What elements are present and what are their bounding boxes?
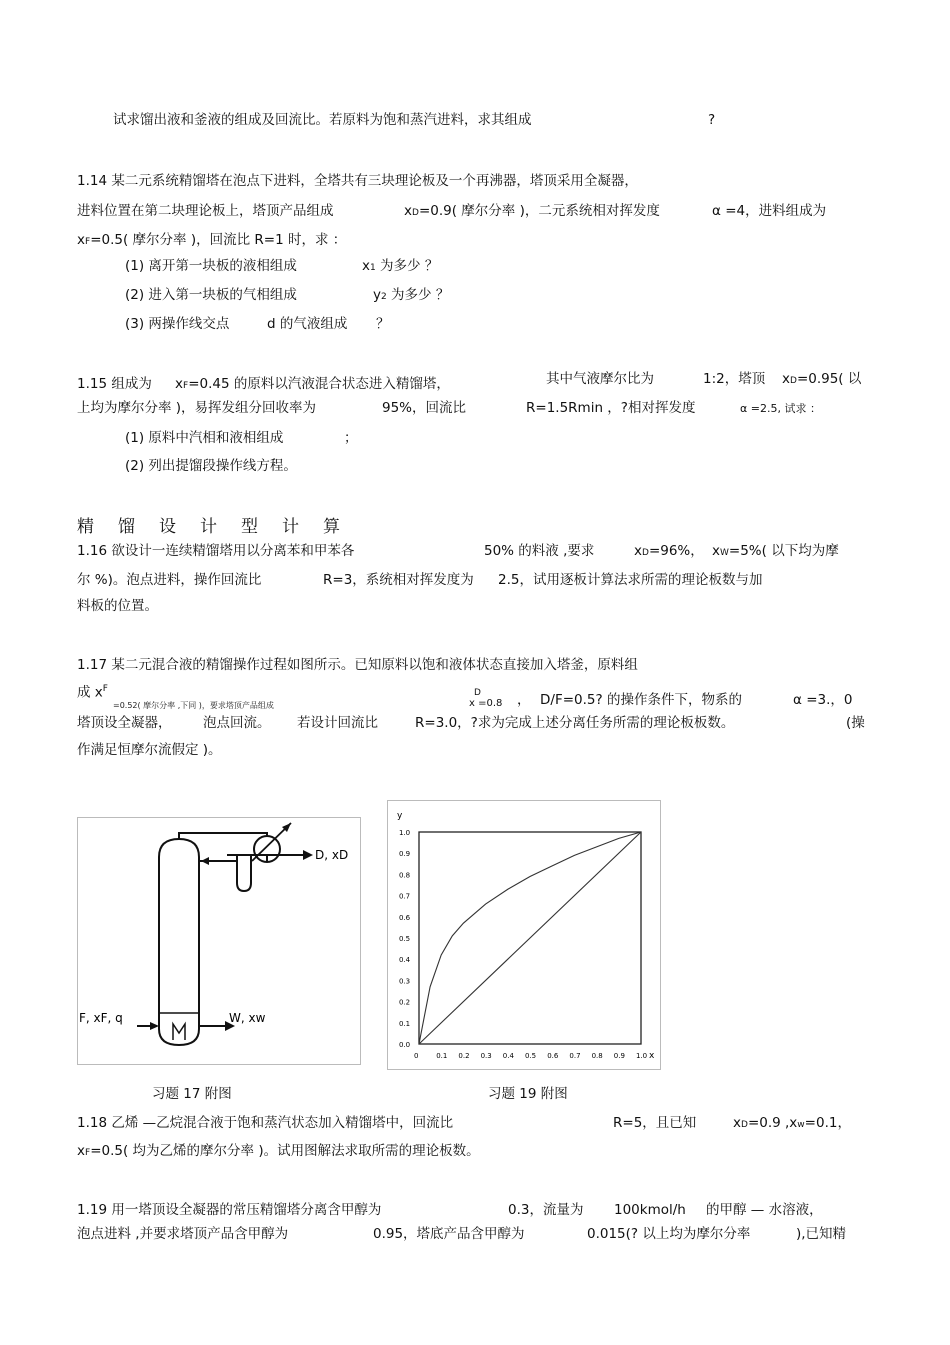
p119-line2b: 0.95，塔底产品含甲醇为 (373, 1226, 525, 1242)
p115-line1c: =0.45 的原料以汽液混合状态进入精馏塔， (188, 376, 450, 392)
heading-char: 计 (200, 517, 217, 537)
p117-line3d: R=3.0，?求为完成上述分离任务所需的理论板板数。 (415, 715, 735, 731)
y-tick-label: 0.4 (399, 956, 411, 965)
sub-f: F (183, 381, 189, 391)
p115-line2a: 上均为摩尔分率 )，易挥发组分回收率为 (77, 400, 317, 416)
p117-line2c: x =0.8 (469, 698, 503, 709)
section-heading (77, 512, 364, 537)
p114-line3b: =0.5( 摩尔分率 )，回流比 R=1 时，求 ： (90, 232, 347, 248)
y-tick-label: 0.8 (399, 871, 411, 880)
p116-line1b: 50% 的料液 ,要求 (484, 543, 595, 559)
p114-line1: 1.14 某二元系统精馏塔在泡点下进料，全塔共有三块理论板及一个再沸器，塔顶采用全凝器， (77, 173, 638, 189)
p115-line1a: 1.15 组成为 (77, 376, 152, 392)
p115-q1a: (1) 原料中汽相和液相组成 (125, 430, 284, 446)
diagonal-line (419, 832, 641, 1044)
y-tick-label: 0.1 (399, 1019, 411, 1028)
p117-line3c: 若设计回流比 (297, 715, 378, 731)
heading-char: 算 (323, 517, 340, 537)
p115-line2c: R=1.5Rmin ，?相对挥发度 (526, 400, 696, 416)
x-axis-label: x (649, 1051, 655, 1061)
heading-char: 型 (241, 517, 258, 537)
p116-line3: 料板的位置。 (77, 598, 158, 614)
var-x: x (362, 258, 370, 274)
intro-qmark: ? (708, 112, 716, 128)
p114-line2d: α =4，进料组成为 (712, 203, 827, 219)
p116-line1-var (634, 543, 704, 561)
p117-line3b: 泡点回流。 (203, 715, 271, 731)
equilibrium-chart (387, 800, 661, 1070)
p117-line2c-sup: D (474, 688, 481, 698)
x-tick-label: 0.8 (591, 1052, 603, 1060)
figure-17 (77, 817, 361, 1065)
p117-line4: 作满足恒摩尔流假定 )。 (77, 742, 222, 758)
figure-17-caption: 习题 17 附图 (152, 1086, 232, 1102)
var-x: x (175, 376, 183, 392)
p117-line2e: D/F=0.5? 的操作条件下，物系的 (540, 692, 742, 708)
p119-line1b: 0.3，流量为 (508, 1202, 584, 1218)
p114-line2c: =0.9( 摩尔分率 )，二元系统相对挥发度 (418, 203, 660, 219)
y-tick-label: 0.6 (399, 913, 411, 922)
p117-line2f: α =3.，0 (793, 692, 853, 708)
p115-line1e: 1:2，塔顶 (703, 371, 766, 387)
label-distillate: D, xD (315, 848, 349, 862)
sub-f: F (85, 1148, 91, 1158)
p118-line1b: R=5，且已知 (613, 1115, 697, 1131)
p116-line1f: =5%( 以下均为摩 (728, 543, 839, 559)
column-shell (159, 839, 199, 1045)
var-x: x (634, 543, 642, 559)
p119-line1c: 100kmol/h (614, 1202, 686, 1218)
p117-line1: 1.17 某二元混合液的精馏操作过程如图所示。已知原料以饱和液体状态直接加入塔釜，原料组 (77, 657, 638, 673)
heading-char: 馏 (118, 517, 135, 537)
p117-line3e: (操 (846, 715, 865, 731)
chart-series (419, 832, 641, 1044)
figure-19 (387, 800, 661, 1070)
x-tick-label: 0.1 (436, 1052, 448, 1060)
p119-line1a: 1.19 用一塔顶设全凝器的常压精馏塔分离含甲醇为 (77, 1202, 382, 1218)
p115-line1d: 其中气液摩尔比为 (546, 371, 654, 387)
p117-line2b: =0.52( 摩尔分率 ,下同 )，要求塔顶产品组成 (113, 701, 274, 710)
p116-line2a: 尔 %)。泡点进料，操作回流比 (77, 572, 262, 588)
y-tick-label: 0.9 (399, 850, 411, 859)
p119-line2c: 0.015(? 以上均为摩尔分率 (587, 1226, 751, 1242)
y-tick-label: 0.0 (399, 1041, 411, 1049)
x-tick-label: 1.0 (636, 1052, 648, 1060)
var-x: x (782, 371, 790, 387)
p119-line2d: ),已知精 (796, 1226, 847, 1242)
p117-line2d: ， (517, 692, 531, 708)
x-tick-labels (414, 1052, 647, 1060)
var-x: x (712, 543, 720, 559)
p114-q1-var (362, 258, 438, 276)
p119-line2a: 泡点进料 ,并要求塔顶产品含甲醇为 (77, 1226, 289, 1242)
x-tick-label: 0.3 (480, 1052, 492, 1060)
reflux-trap (237, 855, 251, 891)
var-y: y (373, 287, 381, 303)
heading-char: 计 (282, 517, 299, 537)
p119-line1d: 的甲醇 — 水溶液， (706, 1202, 823, 1218)
chart-outer-border (388, 801, 661, 1070)
y-axis-label: y (397, 811, 403, 821)
sub-d: D (741, 1120, 748, 1130)
p116-line1a: 1.16 欲设计一连续精馏塔用以分离苯和甲苯各 (77, 543, 355, 559)
sub-w: w (797, 1120, 805, 1130)
feed-arrow (150, 1022, 159, 1030)
p116-line2b: R=3，系统相对挥发度为 (323, 572, 474, 588)
p115-line1-var (175, 376, 450, 394)
reboiler-icon (173, 1024, 185, 1040)
p114-q2a: (2) 进入第一块板的气相组成 (125, 287, 297, 303)
p118-line1a: 1.18 乙烯 —乙烷混合液于饱和蒸汽状态加入精馏塔中，回流比 (77, 1115, 454, 1131)
p116-line1d: =96%， (648, 543, 704, 559)
p115-q1b: ； (344, 430, 358, 446)
label-bottoms: W, xw (229, 1011, 266, 1025)
x-tick-label: 0.2 (458, 1052, 470, 1060)
x-tick-label: 0.4 (502, 1052, 514, 1060)
p117-line3a: 塔顶设全凝器， (77, 715, 172, 731)
p114-q3a: (3) 两操作线交点 (125, 316, 230, 332)
p116-line2c: 2.5，试用逐板计算法求所需的理论板数与加 (498, 572, 763, 588)
p116-line1-var2 (712, 543, 839, 561)
sub-d: D (642, 548, 649, 558)
x-tick-label: 0 (414, 1052, 419, 1060)
p115-line2d: α =2.5, 试求 ： (740, 402, 821, 415)
p115-line2b: 95%，回流比 (382, 400, 467, 416)
p115-line1-var2 (782, 371, 861, 389)
p118-line1d: =0.9 ,x (747, 1115, 798, 1131)
label-feed: F, xF, q (79, 1011, 123, 1025)
sub-1: 1 (370, 263, 376, 273)
p117-line2a-text: 成 x (77, 684, 103, 701)
p114-q1a: (1) 离开第一块板的液相组成 (125, 258, 297, 274)
sub-2: 2 (381, 292, 387, 302)
distillate-arrow (303, 850, 313, 860)
heading-char: 设 (159, 517, 176, 537)
y-tick-label: 0.2 (399, 998, 411, 1007)
p114-q3b: d 的气液组成 (267, 316, 348, 332)
p118-line1-var (733, 1115, 851, 1133)
y-tick-label: 0.5 (399, 935, 411, 943)
var-x: x (404, 203, 412, 219)
p115-q2: (2) 列出提馏段操作线方程。 (125, 458, 297, 474)
var-x: x (77, 232, 85, 248)
var-x: x (733, 1115, 741, 1131)
p114-q2-var (373, 287, 449, 305)
p115-line1g: =0.95( 以 (796, 371, 862, 387)
y-tick-labels (399, 829, 411, 1049)
var-x: x (77, 1143, 85, 1159)
p114-line2-var (404, 203, 660, 221)
vapor-line (179, 833, 267, 839)
p114-q3c: ？ (376, 316, 390, 332)
p114-q1c: 为多少 ？ (375, 258, 439, 274)
y-tick-label: 0.7 (399, 892, 411, 901)
sub-d: D (790, 376, 797, 386)
p118-line2 (77, 1143, 480, 1161)
sub-d: D (412, 208, 419, 218)
x-tick-label: 0.5 (525, 1052, 537, 1060)
y-tick-label: 1.0 (399, 829, 411, 837)
p118-line2b: =0.5( 均为乙烯的摩尔分率 )。试用图解法求取所需的理论板数。 (90, 1143, 480, 1159)
p114-line3 (77, 232, 346, 250)
x-tick-label: 0.9 (613, 1052, 625, 1060)
p117-line2a (77, 681, 108, 701)
intro-text: 试求馏出液和釜液的组成及回流比。若原料为饱和蒸汽进料，求其组成 (113, 112, 532, 128)
reflux-arrow (201, 857, 209, 865)
p114-line2a: 进料位置在第二块理论板上，塔顶产品组成 (77, 203, 334, 219)
x-tick-label: 0.7 (569, 1052, 581, 1060)
sup-f: F (102, 684, 108, 694)
y-tick-label: 0.3 (399, 977, 411, 986)
p118-line1e: =0.1， (804, 1115, 851, 1131)
column-diagram (77, 817, 361, 1065)
x-tick-label: 0.6 (547, 1052, 559, 1060)
sub-w: W (720, 548, 729, 558)
figure-19-caption: 习题 19 附图 (488, 1086, 568, 1102)
sub-f: F (85, 237, 91, 247)
heading-char: 精 (77, 517, 94, 537)
p114-q2c: 为多少 ？ (386, 287, 450, 303)
